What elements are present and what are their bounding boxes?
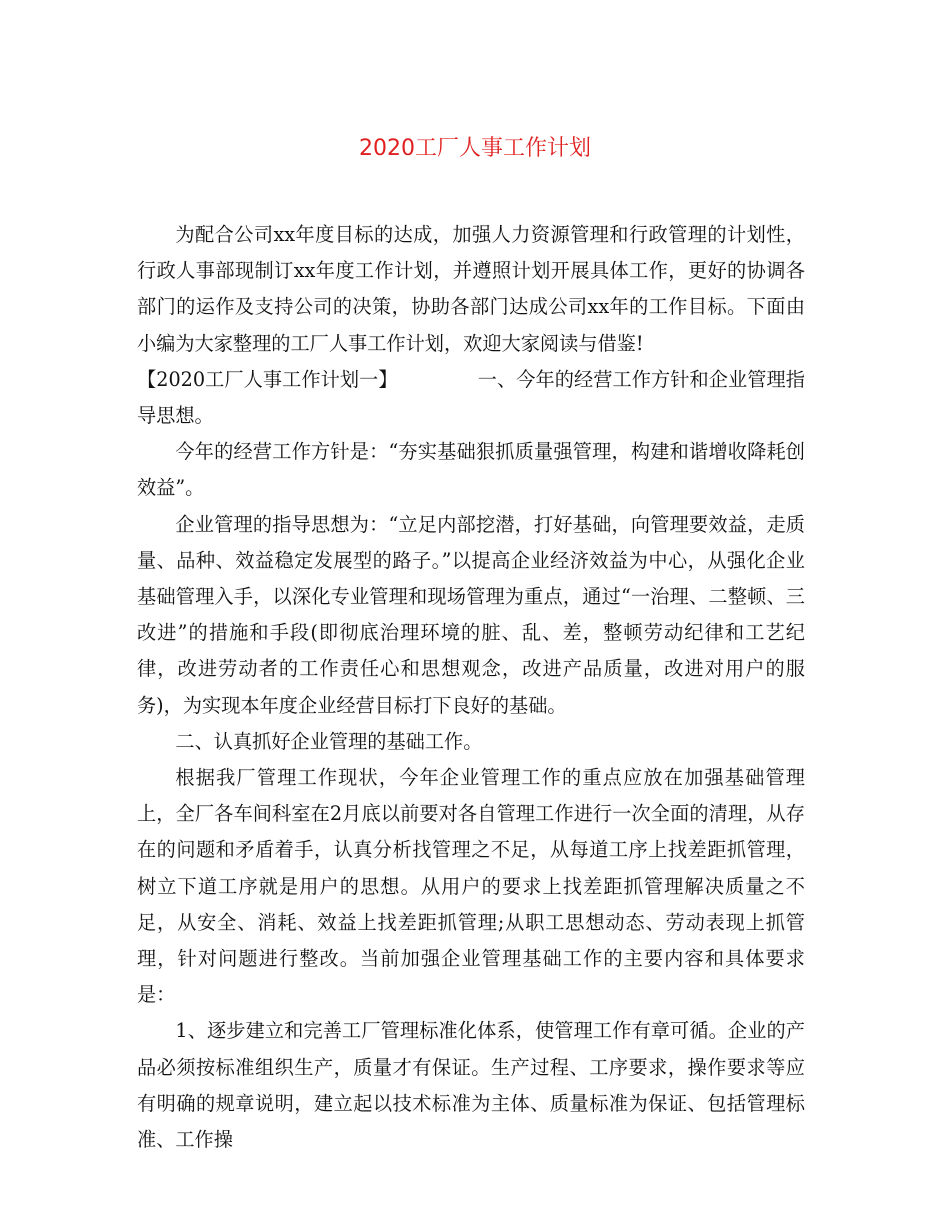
policy-paragraph: 今年的经营工作方针是：“夯实基础狠抓质量强管理，构建和谐增收降耗创效益”。 — [137, 440, 805, 500]
document-body — [137, 217, 805, 1158]
management-status-paragraph: 根据我厂管理工作现状，今年企业管理工作的重点应放在加强基础管理上，全厂各车间科室在2月底以前要对各自管理工作进行一次全面的清理，从存在的问题和矛盾着手，认真分析找管理之不足，从每道工序上找差距抓管理，树立下道工序就是用户的思想。从用户的要求上找差距抓管理解决质量之不足，从安全、消耗、效益上找差距抓管理;从职工思想动态、劳动表现上抓管理，针对问题进行整改。当前加强企业管理基础工作的主要内容和具体要求是： — [137, 766, 805, 1007]
section-two-heading: 二、认真抓好企业管理的基础工作。 — [175, 729, 483, 753]
guiding-thought-paragraph: 企业管理的指导思想为：“立足内部挖潜，打好基础，向管理要效益，走质量、品种、效益稳定发展型的路子。”以提高企业经济效益为中心，从强化企业基础管理入手，以深化专业管理和现场管理为重点，通过“一治理、二整顿、三改进”的措施和手段(即彻底治理环境的脏、乱、差，整顿劳动纪律和工艺纪律，改进劳动者的工作责任心和思想观念，改进产品质量，改进对用户的服务)，为实现本年度企业经营目标打下良好的基础。 — [137, 512, 805, 717]
section-heading-line — [137, 362, 805, 434]
section-first-item: 一、今年的经营工作方针和企业管理指导思想。 — [137, 367, 805, 428]
standardization-paragraph: 1、逐步建立和完善工厂管理标准化体系，使管理工作有章可循。企业的产品必须按标准组织生产，质量才有保证。生产过程、工序要求，操作要求等应有明确的规章说明，建立起以技术标准为主体、质量标准为保证、包括管理标准、工作操 — [137, 1019, 805, 1152]
section-heading: 【2020工厂人事工作计划一】 — [137, 367, 398, 391]
intro-paragraph: 为配合公司xx年度目标的达成，加强人力资源管理和行政管理的计划性，行政人事部现制订xx年度工作计划，并遵照计划开展具体工作，更好的协调各部门的运作及支持公司的决策，协助各部门达成公司xx年的工作目标。下面由小编为大家整理的工厂人事工作计划，欢迎大家阅读与借鉴! — [137, 223, 805, 355]
document-title: 2020工厂人事工作计划 — [359, 136, 591, 161]
